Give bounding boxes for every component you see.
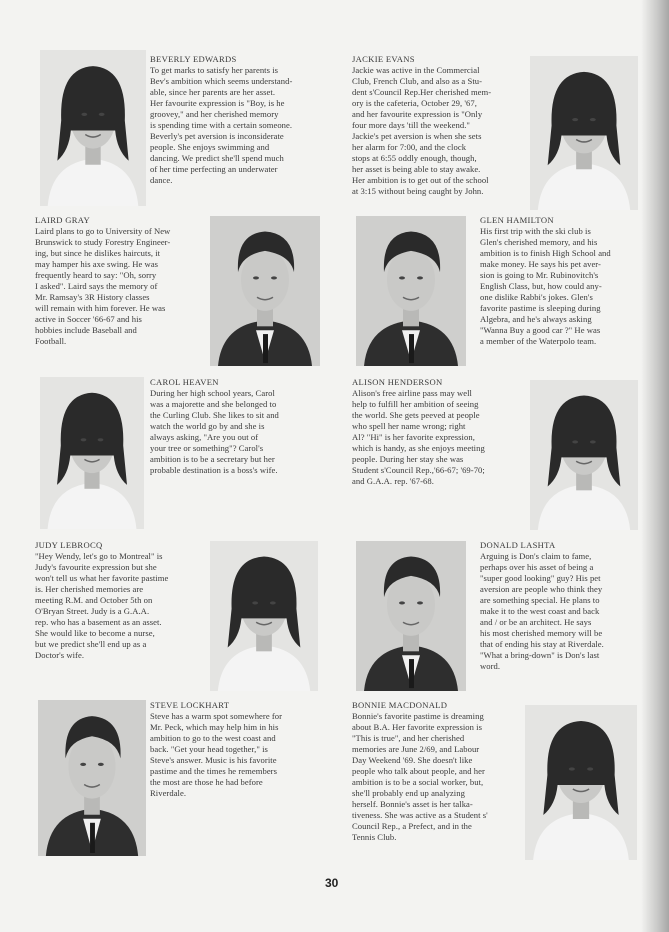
portrait-photo-carol-heaven <box>40 377 144 529</box>
student-name: GLEN HAMILTON <box>480 215 554 225</box>
bio-jackie-evans <box>352 54 491 197</box>
bio-line: herself. Bonnie's asset is her talka- <box>352 799 473 809</box>
bio-line: the Curling Club. She likes to sit and <box>150 410 279 420</box>
student-name: ALISON HENDERSON <box>352 377 443 387</box>
student-name: BEVERLY EDWARDS <box>150 54 237 64</box>
bio-line: of her time perfecting an underwater <box>150 164 278 174</box>
bio-line: people who talk about people, and her <box>352 766 485 776</box>
student-name: LAIRD GRAY <box>35 215 90 225</box>
bio-line: the most are those he had before <box>150 777 263 787</box>
bio-line: ambition to go to the west coast and <box>150 733 276 743</box>
bio-line: Glen's cherished memory, and his <box>480 237 598 247</box>
bio-line: one dislike Rabbi's jokes. Glen's <box>480 292 593 302</box>
bio-line: "super good looking" guy? His pet <box>480 573 601 583</box>
portrait-photo-alison-henderson <box>530 380 638 530</box>
bio-line: Laird plans to go to University of New <box>35 226 171 236</box>
bio-line: perhaps over his asset of being a <box>480 562 594 572</box>
bio-line: probable destination is a boss's wife. <box>150 465 278 475</box>
student-name: CAROL HEAVEN <box>150 377 219 387</box>
bio-line: Alison's free airline pass may well <box>352 388 472 398</box>
bio-line: During her high school years, Carol <box>150 388 275 398</box>
bio-line: about B.A. Her favorite expression is <box>352 722 483 732</box>
bio-line: four more days 'till the weekend." <box>352 120 470 130</box>
bio-line: stops at 6:55 oddly enough, though, <box>352 153 477 163</box>
bio-line: Riverdale. <box>150 788 187 798</box>
bio-line: Steve has a warm spot somewhere for <box>150 711 283 721</box>
bio-line: sion is going to Mr. Rubinovitch's <box>480 270 599 280</box>
bio-carol-heaven <box>150 377 279 476</box>
bio-alison-henderson <box>352 377 485 487</box>
bio-line: help to fulfill her ambition of seeing <box>352 399 479 409</box>
bio-line: Jackie's pet aversion is when she sets <box>352 131 482 141</box>
portrait-photo-laird-gray <box>210 216 320 366</box>
portrait-photo-glen-hamilton <box>356 216 466 366</box>
bio-line: O'Bryan Street. Judy is a G.A.A. <box>35 606 150 616</box>
bio-line: his most cherished memory will be <box>480 628 603 638</box>
bio-line: Al? "Hi" is her favorite expression, <box>352 432 475 442</box>
bio-steve-lockhart <box>150 700 282 799</box>
bio-line: English Class, but, how could any- <box>480 281 602 291</box>
bio-line: meeting R.M. and October 5th on <box>35 595 153 605</box>
bio-line: She would like to become a nurse, <box>35 628 155 638</box>
bio-line: Algebra, and he's always asking <box>480 314 592 324</box>
bio-line: dance. <box>150 175 173 185</box>
bio-line: Football. <box>35 336 67 346</box>
bio-line: word. <box>480 661 501 671</box>
portrait-photo-jackie-evans <box>530 56 638 210</box>
portrait-photo-bonnie-macdonald <box>525 705 637 860</box>
bio-line: Doctor's wife. <box>35 650 85 660</box>
bio-line: her asset is being able to stay awake. <box>352 164 481 174</box>
bio-line: Beverly's pet aversion is inconsiderate <box>150 131 284 141</box>
bio-line: and her favourite expression is "Only <box>352 109 483 119</box>
bio-line: dent s'Council Rep.Her cherished mem- <box>352 87 492 97</box>
bio-line: the world. She gets peeved at people <box>352 410 480 420</box>
portrait-photo-donald-lashta <box>356 541 466 691</box>
bio-line: may hamper his axe swing. He was <box>35 259 159 269</box>
bio-line: was a majorette and she belonged to <box>150 399 277 409</box>
bio-line: Her ambition is to get out of the school <box>352 175 489 185</box>
bio-line: ambition is to be a secretary but her <box>150 454 275 464</box>
bio-line: "What a bring-down" is Don's last <box>480 650 600 660</box>
bio-line: that of ending his stay at Riverdale. <box>480 639 604 649</box>
bio-line: pastime and the times he remembers <box>150 766 277 776</box>
bio-line: your tree or something"? Carol's <box>150 443 264 453</box>
bio-line: Judy's favourite expression but she <box>35 562 157 572</box>
bio-line: I asked". Laird says the memory of <box>35 281 158 291</box>
bio-line: she'll probably end up analyzing <box>352 788 465 798</box>
bio-line: her alarm for 7:00, and the clock <box>352 142 467 152</box>
bio-line: Arguing is Don's claim to fame, <box>480 551 592 561</box>
bio-line: tiveness. She was active as a Student s' <box>352 810 488 820</box>
bio-line: always asking, "Are you out of <box>150 432 259 442</box>
bio-line: groovey," and her cherished memory <box>150 109 279 119</box>
bio-line: Her favourite expression is "Boy, is he <box>150 98 285 108</box>
student-name: DONALD LASHTA <box>480 540 556 550</box>
student-name: STEVE LOCKHART <box>150 700 230 710</box>
bio-line: who spell her name wrong; right <box>352 421 466 431</box>
bio-judy-lebrocq <box>35 540 168 661</box>
bio-line: is spending time with a certain someone. <box>150 120 293 130</box>
bio-line: "This is true", and her cherished <box>352 733 465 743</box>
bio-line: at 3:15 without being caught by John. <box>352 186 484 196</box>
bio-line: and G.A.A. rep. '67-68. <box>352 476 434 486</box>
bio-line: rep. who has a basement as an asset. <box>35 617 162 627</box>
bio-line: Council Rep., a Prefect, and in the <box>352 821 472 831</box>
student-name: JUDY LEBROCQ <box>35 540 103 550</box>
bio-line: Tennis Club. <box>352 832 397 842</box>
bio-line: active in Soccer '66-67 and his <box>35 314 142 324</box>
bio-line: frequently heard to say: "Oh, sorry <box>35 270 157 280</box>
bio-line: Mr. Ramsay's 3R History classes <box>35 292 150 302</box>
bio-line: Steve's answer. Music is his favorite <box>150 755 277 765</box>
bio-line: a member of the Waterpolo team. <box>480 336 597 346</box>
bio-line: Mr. Peck, which may help him in his <box>150 722 279 732</box>
bio-line: favorite pastime is sleeping during <box>480 303 601 313</box>
bio-donald-lashta <box>480 540 604 672</box>
student-name: JACKIE EVANS <box>352 54 415 64</box>
portrait-photo-beverly-edwards <box>40 50 146 206</box>
bio-line: Brunswick to study Forestry Engineer- <box>35 237 171 247</box>
bio-line: Student s'Council Rep.,'66-67; '69-70; <box>352 465 485 475</box>
bio-line: ambition is to be a social worker, but, <box>352 777 484 787</box>
bio-beverly-edwards <box>150 54 292 186</box>
bio-line: To get marks to satisfy her parents is <box>150 65 279 75</box>
page-curl-shadow <box>641 0 669 932</box>
bio-line: will remain with him forever. He was <box>35 303 166 313</box>
bio-line: which is handy, as she enjoys meeting <box>352 443 485 453</box>
bio-line: ambition is to finish High School and <box>480 248 611 258</box>
bio-line: back. "Get your head together," is <box>150 744 268 754</box>
bio-line: "Wanna Buy a good car ?" He was <box>480 325 601 335</box>
bio-line: hobbies include Baseball and <box>35 325 137 335</box>
bio-line: Bonnie's favorite pastime is dreaming <box>352 711 484 721</box>
bio-line: won't tell us what her favorite pastime <box>35 573 169 583</box>
bio-line: Bev's ambition which seems understand- <box>150 76 293 86</box>
bio-line: able, since her parents are her asset. <box>150 87 276 97</box>
bio-line: are something special. He plans to <box>480 595 600 605</box>
bio-glen-hamilton <box>480 215 611 347</box>
bio-line: make money. He says his pet aver- <box>480 259 601 269</box>
bio-line: dancing. We predict she'll spend much <box>150 153 284 163</box>
bio-line: make it to the west coast and back <box>480 606 600 616</box>
student-name: BONNIE MACDONALD <box>352 700 448 710</box>
bio-line: Jackie was active in the Commercial <box>352 65 480 75</box>
bio-line: is. Her cherished memories are <box>35 584 144 594</box>
portrait-photo-steve-lockhart <box>38 700 146 856</box>
page-number: 30 <box>325 876 339 890</box>
bio-line: His first trip with the ski club is <box>480 226 591 236</box>
bio-line: memories are June 2/69, and Labour <box>352 744 480 754</box>
bio-line: watch the world go by and she is <box>150 421 265 431</box>
portrait-photo-judy-lebrocq <box>210 541 318 691</box>
bio-line: Day Weekend '69. She doesn't like <box>352 755 473 765</box>
bio-line: aversion are people who think they <box>480 584 603 594</box>
bio-laird-gray <box>35 215 170 347</box>
bio-line: but we predict she'll end up as a <box>35 639 147 649</box>
bio-line: ory is the cafeteria, October 29, '67, <box>352 98 477 108</box>
bio-line: and / or be an architect. He says <box>480 617 592 627</box>
bio-line: people. During her stay she was <box>352 454 464 464</box>
bio-bonnie-macdonald <box>352 700 488 843</box>
bio-line: ing, but since he dislikes haircuts, it <box>35 248 161 258</box>
bio-line: Club, French Club, and also as a Stu- <box>352 76 483 86</box>
bio-line: people. She enjoys swimming and <box>150 142 270 152</box>
bio-line: "Hey Wendy, let's go to Montreal" is <box>35 551 163 561</box>
